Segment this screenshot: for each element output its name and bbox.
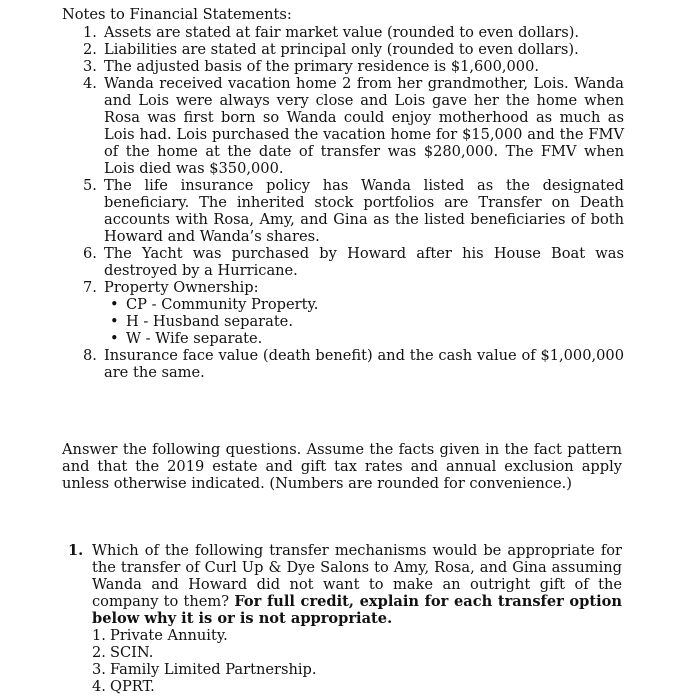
option-item [92, 644, 622, 661]
option-item [92, 627, 622, 644]
bullet-item [110, 296, 624, 313]
note-item [83, 177, 624, 245]
note-number: 2. [83, 41, 97, 58]
bullet-item [110, 330, 624, 347]
note-item [83, 41, 624, 58]
note-item [83, 347, 624, 381]
option-text: Private Annuity. [110, 627, 228, 644]
note-text: Property Ownership: [104, 279, 259, 296]
option-number: 4. [92, 678, 106, 695]
question-options [62, 627, 622, 695]
question-prompt: Which of the following transfer mechanisms would be appropriate for the transfer of Curl Up & Dye Salons to Amy, Rosa, and Gina assuming Wanda and Howard did not want to make an outright gift of the company to them? [92, 542, 622, 610]
note-text: The life insurance policy has Wanda listed as the designated beneficiary. The inherited stock portfolios are Transfer on Death accounts with Rosa, Amy, and Gina as the listed beneficiaries of both Howard and Wanda’s shares. [104, 177, 624, 245]
bullet-text: H - Husband separate. [126, 313, 293, 330]
bullet-icon: • [110, 330, 119, 347]
note-text: Liabilities are stated at principal only (rounded to even dollars). [104, 41, 579, 58]
note-text: The Yacht was purchased by Howard after his House Boat was destroyed by a Hurricane. [104, 245, 624, 279]
note-number: 7. [83, 279, 97, 296]
notes-heading: Notes to Financial Statements: [62, 6, 292, 23]
note-number: 3. [83, 58, 97, 75]
note-number: 5. [83, 177, 97, 194]
note-number: 8. [83, 347, 97, 364]
note-item [83, 279, 624, 347]
bullet-text: CP - Community Property. [126, 296, 319, 313]
note-item [83, 24, 624, 41]
notes-list [83, 24, 624, 381]
note-text: The adjusted basis of the primary residence is $1,600,000. [104, 58, 540, 75]
note-text: Assets are stated at fair market value (rounded to even dollars). [104, 24, 580, 41]
option-item [92, 661, 622, 678]
ownership-bullet-list [104, 296, 624, 347]
option-text: SCIN. [110, 644, 154, 661]
option-number: 1. [92, 627, 106, 644]
question-number: 1. [68, 542, 84, 559]
note-item [83, 75, 624, 177]
note-number: 1. [83, 24, 97, 41]
question-bold-instruction: For full credit, explain for each transfer option below why it is or is not appropriate. [92, 593, 622, 627]
question-1 [62, 542, 622, 695]
note-text: Wanda received vacation home 2 from her grandmother, Lois. Wanda and Lois were always very close and Lois gave her the home when Rosa was first born so Wanda could enjoy motherhood as much as Lois had. Lois purchased the vacation home for $15,000 and the FMV of the home at the date of transfer was $280,000. The FMV when Lois died was $350,000. [104, 75, 624, 177]
bullet-text: W - Wife separate. [126, 330, 263, 347]
note-number: 4. [83, 75, 97, 92]
note-item [83, 58, 624, 75]
bullet-icon: • [110, 296, 119, 313]
note-number: 6. [83, 245, 97, 262]
question-text [92, 542, 622, 627]
note-text: Insurance face value (death benefit) and the cash value of $1,000,000 are the same. [104, 347, 624, 381]
option-number: 3. [92, 661, 106, 678]
option-item [92, 678, 622, 695]
option-text: QPRT. [110, 678, 155, 695]
answer-instructions: Answer the following questions. Assume the facts given in the fact pattern and that the 2019 estate and gift tax rates and annual exclusion apply unless otherwise indicated. (Numbers are rounded for convenience.) [62, 441, 622, 492]
option-text: Family Limited Partnership. [110, 661, 317, 678]
option-number: 2. [92, 644, 106, 661]
bullet-icon: • [110, 313, 119, 330]
note-item [83, 245, 624, 279]
bullet-item [110, 313, 624, 330]
